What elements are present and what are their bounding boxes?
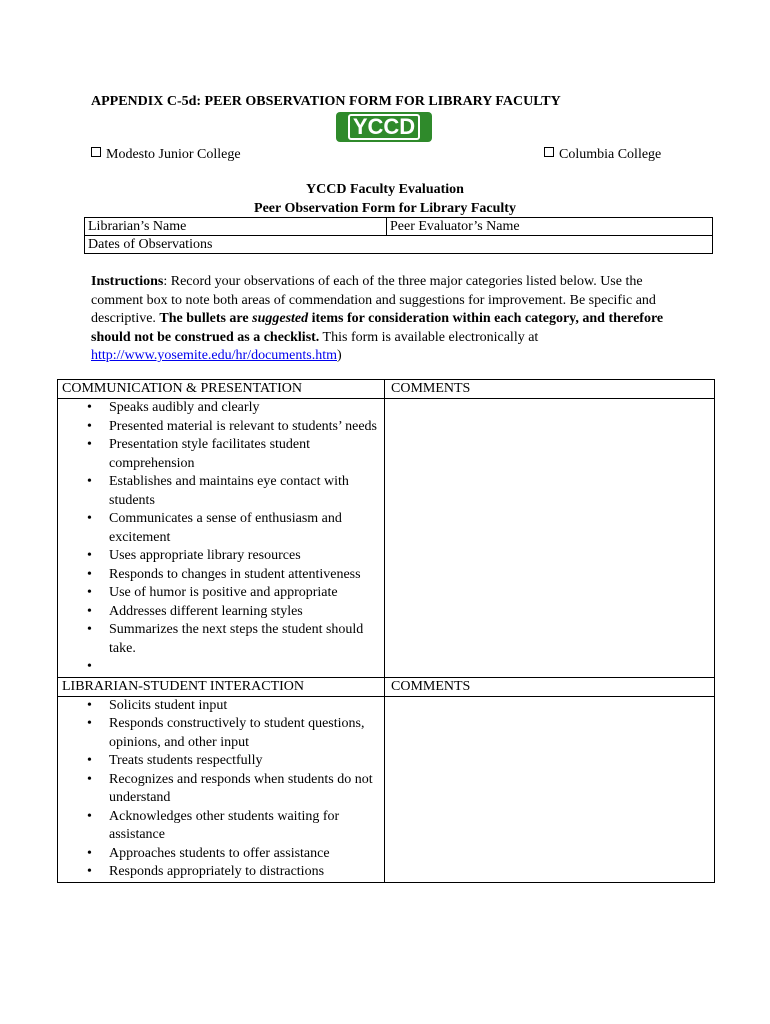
criterion-item (87, 603, 384, 622)
communication-comments-box[interactable] (385, 399, 715, 678)
bullet-icon: • (87, 659, 92, 674)
campus-option-modesto[interactable] (91, 146, 241, 164)
instructions-text-3: ) (337, 348, 342, 363)
criterion-text: Responds to changes in student attentiveness (109, 566, 361, 582)
criterion-text: Communicates a sense of enthusiasm and excitement (109, 511, 342, 545)
bullet-icon: • (87, 548, 92, 563)
criterion-item (87, 436, 384, 473)
criterion-item (87, 715, 384, 752)
criterion-text: Acknowledges other students waiting for assistance (109, 808, 340, 842)
campus-label-columbia: Columbia College (559, 147, 662, 162)
criterion-text: Approaches students to offer assistance (109, 845, 330, 861)
criterion-item (87, 473, 384, 510)
interaction-items-list (58, 697, 384, 882)
criterion-item (87, 547, 384, 566)
instructions-bold-italic: suggested (252, 311, 309, 326)
yccd-logo (336, 112, 432, 142)
documents-link[interactable]: http://www.yosemite.edu/hr/documents.htm (91, 348, 338, 363)
bullet-icon: • (87, 400, 92, 415)
comments-header-interaction: COMMENTS (385, 677, 715, 696)
criterion-item (87, 752, 384, 771)
peer-evaluator-field[interactable] (387, 218, 713, 236)
criterion-item (87, 658, 384, 677)
bullet-icon: • (87, 622, 92, 637)
bullet-icon: • (87, 474, 92, 489)
campus-label-modesto: Modesto Junior College (106, 147, 241, 162)
criterion-item (87, 584, 384, 603)
criterion-text: Use of humor is positive and appropriate (109, 585, 338, 600)
bullet-icon: • (87, 418, 92, 434)
communication-items-list (58, 399, 384, 677)
section-title-interaction: LIBRARIAN-STUDENT INTERACTION (58, 677, 385, 696)
interaction-items-cell (58, 696, 385, 882)
criterion-text: Uses appropriate library resources (109, 548, 301, 563)
peer-evaluator-label: Peer Evaluator’s Name (390, 219, 520, 234)
criterion-text: Presentation style facilitates student comprehension (109, 437, 311, 471)
criterion-item (87, 697, 384, 716)
bullet-icon: • (87, 753, 92, 768)
communication-items-cell (58, 399, 385, 678)
criterion-text: Treats students respectfully (109, 753, 263, 768)
bullet-icon: • (87, 845, 92, 861)
criterion-item (87, 566, 384, 585)
observation-table (57, 379, 715, 883)
bullet-icon: • (87, 511, 92, 526)
dates-field[interactable] (85, 236, 713, 254)
bullet-icon: • (87, 808, 92, 824)
bullet-icon: • (87, 864, 92, 879)
instructions-bold-2: items for consideration within each category, and therefore should not be construed as a checklist. (91, 311, 664, 345)
criterion-text: Summarizes the next steps the student should take. (109, 622, 364, 656)
criterion-item (87, 621, 384, 658)
modesto-checkbox[interactable] (91, 147, 101, 157)
criterion-text: Establishes and maintains eye contact with students (109, 474, 349, 508)
section-title-communication: COMMUNICATION & PRESENTATION (58, 380, 385, 399)
criterion-text: Presented material is relevant to students’ needs (109, 418, 377, 434)
criterion-item (87, 845, 384, 864)
bullet-icon: • (87, 585, 92, 600)
criterion-text: Addresses different learning styles (109, 603, 303, 619)
criterion-text: Solicits student input (109, 697, 228, 713)
criterion-item (87, 771, 384, 808)
criterion-item (87, 399, 384, 418)
criterion-item (87, 510, 384, 547)
dates-label: Dates of Observations (88, 237, 213, 252)
campus-option-columbia[interactable] (544, 146, 661, 164)
instructions-text-2: This form is available electronically at (319, 329, 539, 345)
interaction-comments-box[interactable] (385, 696, 715, 882)
names-table (84, 217, 713, 254)
instructions (91, 273, 691, 366)
form-subheading: Peer Observation Form for Library Faculty (254, 201, 516, 216)
instructions-text-1: : Record your observations of each of the three major categories listed below. Use the comment box to note both areas of commendation and suggestions for improvement. Be specific and descriptive. (91, 274, 656, 326)
librarian-name-field[interactable] (85, 218, 387, 236)
criterion-text: Speaks audibly and clearly (109, 400, 260, 415)
appendix-title: APPENDIX C-5d: PEER OBSERVATION FORM FOR LIBRARY FACULTY (91, 94, 561, 109)
bullet-icon: • (87, 437, 92, 452)
criterion-item (87, 418, 384, 437)
bullet-icon: • (87, 603, 92, 619)
criterion-text: Responds appropriately to distractions (109, 864, 325, 879)
columbia-checkbox[interactable] (544, 147, 554, 157)
criterion-text: Responds constructively to student questions, opinions, and other input (109, 716, 365, 750)
yccd-logo-text: YCCD (348, 114, 420, 140)
criterion-item (87, 863, 384, 882)
instructions-label: Instructions (91, 274, 164, 289)
form-heading: YCCD Faculty Evaluation (306, 182, 464, 197)
bullet-icon: • (87, 771, 92, 787)
criterion-text: Recognizes and responds when students do not understand (109, 771, 373, 805)
bullet-icon: • (87, 716, 92, 731)
bullet-icon: • (87, 566, 92, 582)
librarian-name-label: Librarian’s Name (88, 219, 187, 234)
instructions-bold-1: The bullets are (159, 311, 253, 326)
criterion-item (87, 808, 384, 845)
comments-header-communication: COMMENTS (385, 380, 715, 399)
bullet-icon: • (87, 697, 92, 713)
